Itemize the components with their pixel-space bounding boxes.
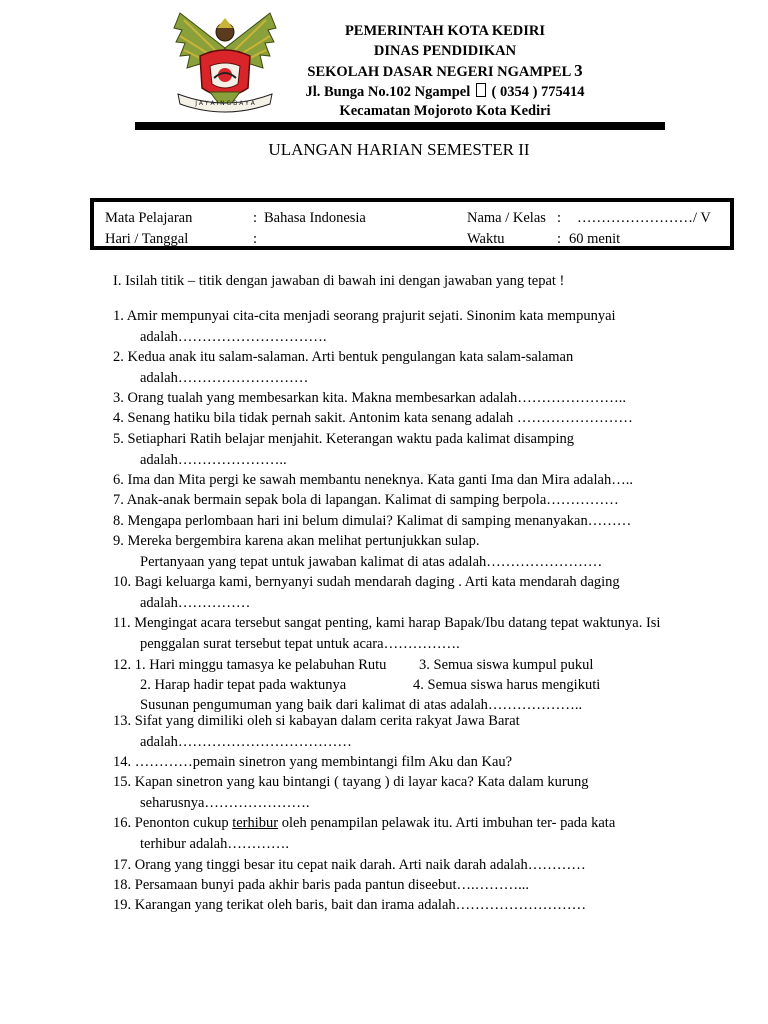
name-class-colon: : — [557, 210, 562, 226]
school-emblem-logo — [170, 8, 280, 120]
subject-colon: : — [253, 210, 258, 226]
address-text: Jl. Bunga No.102 Ngampel — [305, 83, 471, 100]
letterhead — [280, 22, 610, 122]
question-answer-blank: adalah…………… — [140, 594, 251, 611]
letterhead-address — [280, 83, 610, 103]
question-5 — [113, 429, 574, 470]
question-text: 10. Bagi keluarga kami, bernyanyi sudah mendarah daging . Arti kata mendarah daging — [113, 574, 620, 590]
subject-value: Bahasa Indonesia — [264, 210, 366, 226]
name-class-label: Nama / Kelas — [467, 210, 546, 226]
school-number: 3 — [574, 61, 583, 80]
question-6 — [113, 470, 633, 491]
question-text: 5. Setiaphari Ratih belajar menjahit. Keterangan waktu pada kalimat disamping — [113, 431, 575, 447]
question-7 — [113, 490, 619, 511]
question-16-text-end: oleh penampilan pelawak itu. Arti imbuhan ter- pada kata — [278, 815, 616, 831]
time-colon: : — [557, 231, 562, 247]
question-text: 8. Mengapa perlombaan hari ini belum dimulai? Kalimat di samping menanyakan……… — [113, 513, 632, 529]
name-class-field[interactable]: ……………………/ V — [577, 210, 711, 226]
exam-title: ULANGAN HARIAN SEMESTER II — [268, 140, 530, 159]
phone-icon — [476, 83, 486, 97]
question-text: 18. Persamaan bunyi pada akhir baris pada pantun diseebut….………... — [113, 877, 529, 893]
question-17 — [113, 855, 586, 876]
question-19 — [113, 895, 586, 916]
question-text: 3. Orang tualah yang membesarkan kita. Makna membesarkan adalah………………….. — [113, 390, 626, 406]
section-instruction: I. Isilah titik – titik dengan jawaban di bawah ini dengan jawaban yang tepat ! — [113, 273, 565, 289]
question-text: 17. Orang yang tinggi besar itu cepat naik darah. Arti naik darah adalah………… — [113, 857, 586, 873]
time-label: Waktu — [467, 231, 505, 247]
question-text: 13. Sifat yang dimiliki oleh si kabayan dalam cerita rakyat Jawa Barat — [113, 713, 520, 729]
question-text: Susunan pengumuman yang baik dari kalimat di atas adalah……………….. — [140, 697, 583, 713]
date-colon: : — [253, 231, 258, 247]
question-text: 15. Kapan sinetron yang kau bintangi ( tayang ) di layar kaca? Kata dalam kurung — [113, 774, 589, 790]
question-text: 2. Kedua anak itu salam-salaman. Arti bentuk pengulangan kata salam-salaman — [113, 349, 574, 365]
emblem-motto: J A Y A I N G B A Y A — [195, 100, 255, 107]
question-answer-blank: adalah……………………………… — [140, 733, 352, 750]
question-text: 4. Senang hatiku bila tidak pernah sakit. Antonim kata senang adalah …………………… — [113, 410, 633, 426]
question-answer-blank: adalah………………….. — [140, 451, 287, 468]
question-9 — [113, 531, 602, 572]
question-10 — [113, 572, 620, 613]
question-2 — [113, 347, 573, 388]
question-text: 1. Amir mempunyai cita-cita menjadi seorang prajurit sejati. Sinonim kata mempunyai — [113, 308, 616, 324]
school-name: SEKOLAH DASAR NEGERI NGAMPEL — [307, 64, 571, 80]
question-answer-blank: terhibur adalah…………. — [140, 835, 289, 852]
question-text: 6. Ima dan Mita pergi ke sawah membantu neneknya. Kata ganti Ima dan Mira adalah….. — [113, 472, 633, 488]
question-text: Pertanyaan yang tepat untuk jawaban kalimat di atas adalah…………………… — [140, 553, 603, 570]
question-12 — [113, 655, 673, 717]
question-12-option-1: 12. 1. Hari minggu tamasya ke pelabuhan Rutu — [113, 657, 387, 673]
question-3 — [113, 388, 626, 409]
question-answer-blank: adalah…………………………. — [140, 328, 327, 345]
question-16-text-start: 16. Penonton cukup — [113, 815, 233, 831]
question-text: 9. Mereka bergembira karena akan melihat pertunjukkan sulap. — [113, 533, 480, 549]
date-label: Hari / Tanggal — [105, 231, 189, 247]
question-1 — [113, 306, 616, 347]
question-12-option-2: 2. Harap hadir tepat pada waktunya — [140, 677, 347, 693]
question-text — [113, 813, 615, 834]
question-12-row-1 — [113, 655, 673, 675]
question-8 — [113, 511, 631, 532]
question-16 — [113, 813, 615, 854]
letterhead-district: Kecamatan Mojoroto Kota Kediri — [339, 103, 551, 119]
question-text: 14. …………pemain sinetron yang membintangi film Aku dan Kau? — [113, 754, 513, 770]
question-13 — [113, 711, 520, 752]
question-14 — [113, 752, 512, 773]
underlined-word: terhibur — [232, 815, 279, 831]
exam-info-box — [90, 198, 734, 250]
question-15 — [113, 772, 589, 813]
question-text: 7. Anak-anak bermain sepak bola di lapangan. Kalimat di samping berpola…………… — [113, 492, 619, 508]
question-11 — [113, 613, 660, 654]
question-12-option-4: 4. Semua siswa harus mengikuti — [413, 677, 601, 693]
question-text: 19. Karangan yang terikat oleh baris, bait dan irama adalah……………………… — [113, 897, 587, 913]
letterhead-school — [280, 61, 610, 83]
phone-number: ( 0354 ) 775414 — [491, 83, 585, 100]
question-answer-blank: adalah……………………… — [140, 369, 309, 386]
question-answer-blank: seharusnya…………………. — [140, 794, 310, 811]
letterhead-department: DINAS PENDIDIKAN — [373, 42, 517, 59]
letterhead-government: PEMERINTAH KOTA KEDIRI — [344, 23, 546, 39]
question-12-row-2 — [113, 675, 673, 695]
subject-label: Mata Pelajaran — [105, 210, 193, 226]
time-value: 60 menit — [569, 231, 621, 247]
question-text: penggalan surat tersebut tepat untuk acara……………. — [140, 635, 460, 652]
letterhead-divider — [135, 122, 665, 130]
question-18 — [113, 875, 529, 896]
question-text: 11. Mengingat acara tersebut sangat penting, kami harap Bapak/Ibu datang tepat waktunya. Isi — [113, 615, 661, 631]
question-4 — [113, 408, 633, 429]
question-12-option-3: 3. Semua siswa kumpul pukul — [419, 657, 594, 673]
